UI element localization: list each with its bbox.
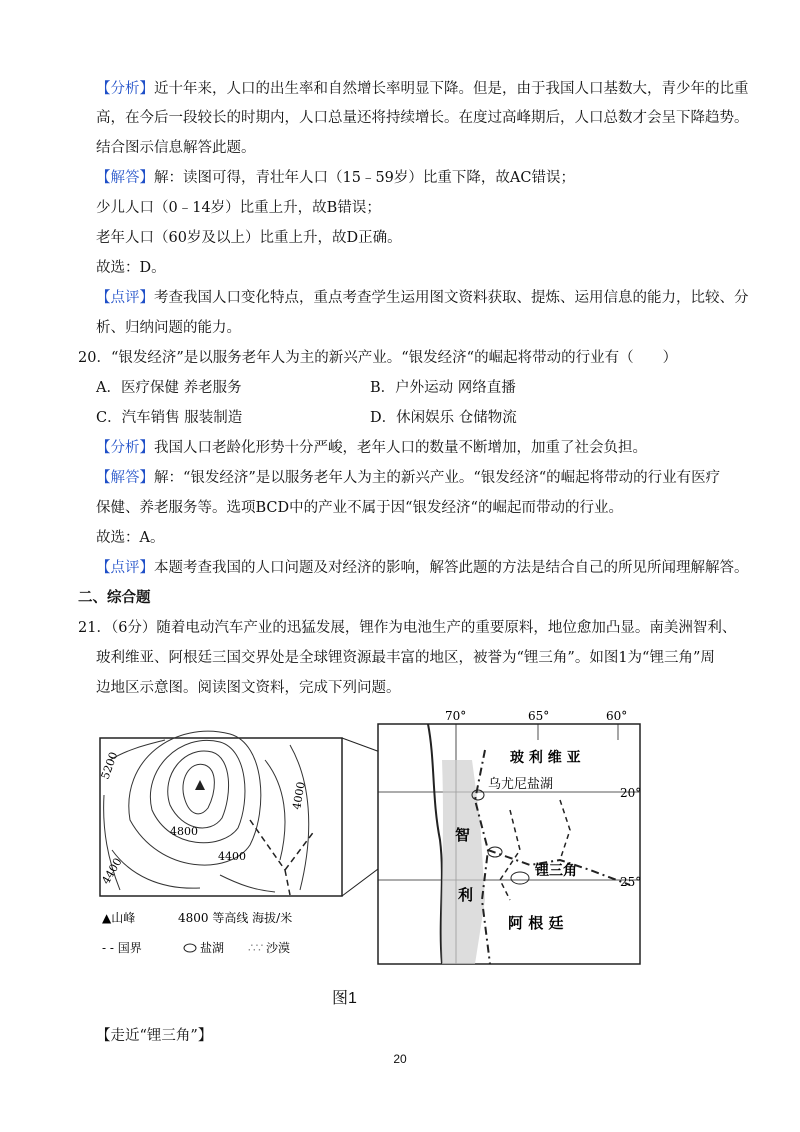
section-heading: 二、综合题 xyxy=(78,589,151,606)
lat-label: 25° xyxy=(620,875,642,889)
comment-tag: 【点评】 xyxy=(96,290,154,306)
legend-peak: ▲山峰 xyxy=(102,911,136,925)
lon-label: 60° xyxy=(606,709,628,723)
legend-border: - - 国界 xyxy=(102,941,142,955)
q19-choice: 故选：D。 xyxy=(96,260,166,276)
answer-text: 解：读图可得，青壮年人口（15﹣59岁）比重下降，故AC错误； xyxy=(154,170,575,186)
contour-label: 4800 xyxy=(170,825,198,838)
page-number: 20 xyxy=(393,1052,407,1066)
q19-answer-line2: 少儿人口（0﹣14岁）比重上升，故B错误； xyxy=(96,200,381,216)
lon-label: 70° xyxy=(445,709,467,723)
contour-label: 4000 xyxy=(290,780,308,811)
analysis-text: 我国人口老龄化形势十分严峻，老年人口的数量不断增加，加重了社会负担。 xyxy=(154,440,647,456)
q20-option-a: A．医疗保健 养老服务 xyxy=(96,380,242,396)
analysis-tag: 【分析】 xyxy=(96,81,154,97)
q20-answer-line xyxy=(96,468,720,488)
answer-tag: 【解答】 xyxy=(96,470,154,486)
legend-desert: 沙漠 xyxy=(266,941,291,955)
q19-comment-line2: 析、归纳问题的能力。 xyxy=(96,320,241,336)
q19-analysis-line3: 结合图示信息解答此题。 xyxy=(96,140,256,156)
desert-icon: ∴∵ xyxy=(248,941,264,955)
lon-label: 65° xyxy=(528,709,550,723)
q19-analysis-line xyxy=(96,79,749,99)
contour-label: 4400 xyxy=(99,855,125,887)
map-legend xyxy=(102,910,292,955)
q20-option-b: B．户外运动 网络直播 xyxy=(370,380,516,396)
contour-label: 5200 xyxy=(98,750,121,782)
place-label: 乌尤尼盐湖 xyxy=(488,777,554,792)
answer-tag: 【解答】 xyxy=(96,170,154,186)
place-label: 阿 根 廷 xyxy=(508,914,564,932)
q20-stem: 20．“银发经济”是以服务老年人为主的新兴产业。“银发经济“的崛起将带动的行业有（ ） xyxy=(78,350,678,366)
q20-answer-line2: 保健、养老服务等。选项BCD中的产业不属于因“银发经济“的崛起而带动的行业。 xyxy=(96,500,623,516)
q20-comment-line xyxy=(96,558,749,578)
q20-choice: 故选：A。 xyxy=(96,530,165,546)
legend-contour: 4800 等高线 海拔/米 xyxy=(178,911,293,925)
place-label: 智 xyxy=(455,826,471,844)
lat-label: 20° xyxy=(620,786,642,800)
q21-subheading: 【走近“锂三角”】 xyxy=(96,1028,213,1044)
q20-analysis-line xyxy=(96,438,647,458)
q20-option-c: C．汽车销售 服装制造 xyxy=(96,410,243,426)
q21-line1: 21．（6分）随着电动汽车产业的迅猛发展，锂作为电池生产的重要原料，地位愈加凸显。南美洲智利、 xyxy=(78,620,737,636)
contour-inset xyxy=(99,731,342,896)
q21-line3: 边地区示意图。阅读图文资料，完成下列问题。 xyxy=(96,680,401,696)
comment-tag: 【点评】 xyxy=(96,560,154,576)
place-label: 利 xyxy=(458,886,474,904)
comment-text: 考查我国人口变化特点，重点考查学生运用图文资料获取、提炼、运用信息的能力，比较、分 xyxy=(154,290,749,306)
salt-lake-icon xyxy=(184,944,196,952)
analysis-text: 近十年来，人口的出生率和自然增长率明显下降。但是，由于我国人口基数大，青少年的比重 xyxy=(154,81,749,97)
q19-analysis-line2: 高，在今后一段较长的时期内，人口总量还将持续增长。在度过高峰期后，人口总数才会呈下降趋势。 xyxy=(96,110,749,126)
analysis-tag: 【分析】 xyxy=(96,440,154,456)
q21-line2: 玻利维亚、阿根廷三国交界处是全球锂资源最丰富的地区，被誉为“锂三角”。如图1为“锂三角”周 xyxy=(96,650,715,666)
contour-label: 4400 xyxy=(218,850,246,863)
legend-salt-lake: 盐湖 xyxy=(200,941,225,955)
answer-text: 解：“银发经济”是以服务老年人为主的新兴产业。“银发经济“的崛起将带动的行业有医疗 xyxy=(154,470,721,486)
comment-text: 本题考查我国的人口问题及对经济的影响，解答此题的方法是结合自己的所见所闻理解解答。 xyxy=(154,560,749,576)
q19-answer-line xyxy=(96,168,575,188)
lithium-triangle-map-figure xyxy=(90,700,650,970)
place-label: 锂三角 xyxy=(535,863,577,879)
q19-comment-line xyxy=(96,288,749,308)
region-map xyxy=(378,709,641,964)
figure-caption: 图1 xyxy=(332,990,357,1007)
q20-option-d: D．休闲娱乐 仓储物流 xyxy=(370,410,517,426)
place-label: 玻 利 维 亚 xyxy=(510,750,581,766)
q19-answer-line3: 老年人口（60岁及以上）比重上升，故D正确。 xyxy=(96,230,402,246)
